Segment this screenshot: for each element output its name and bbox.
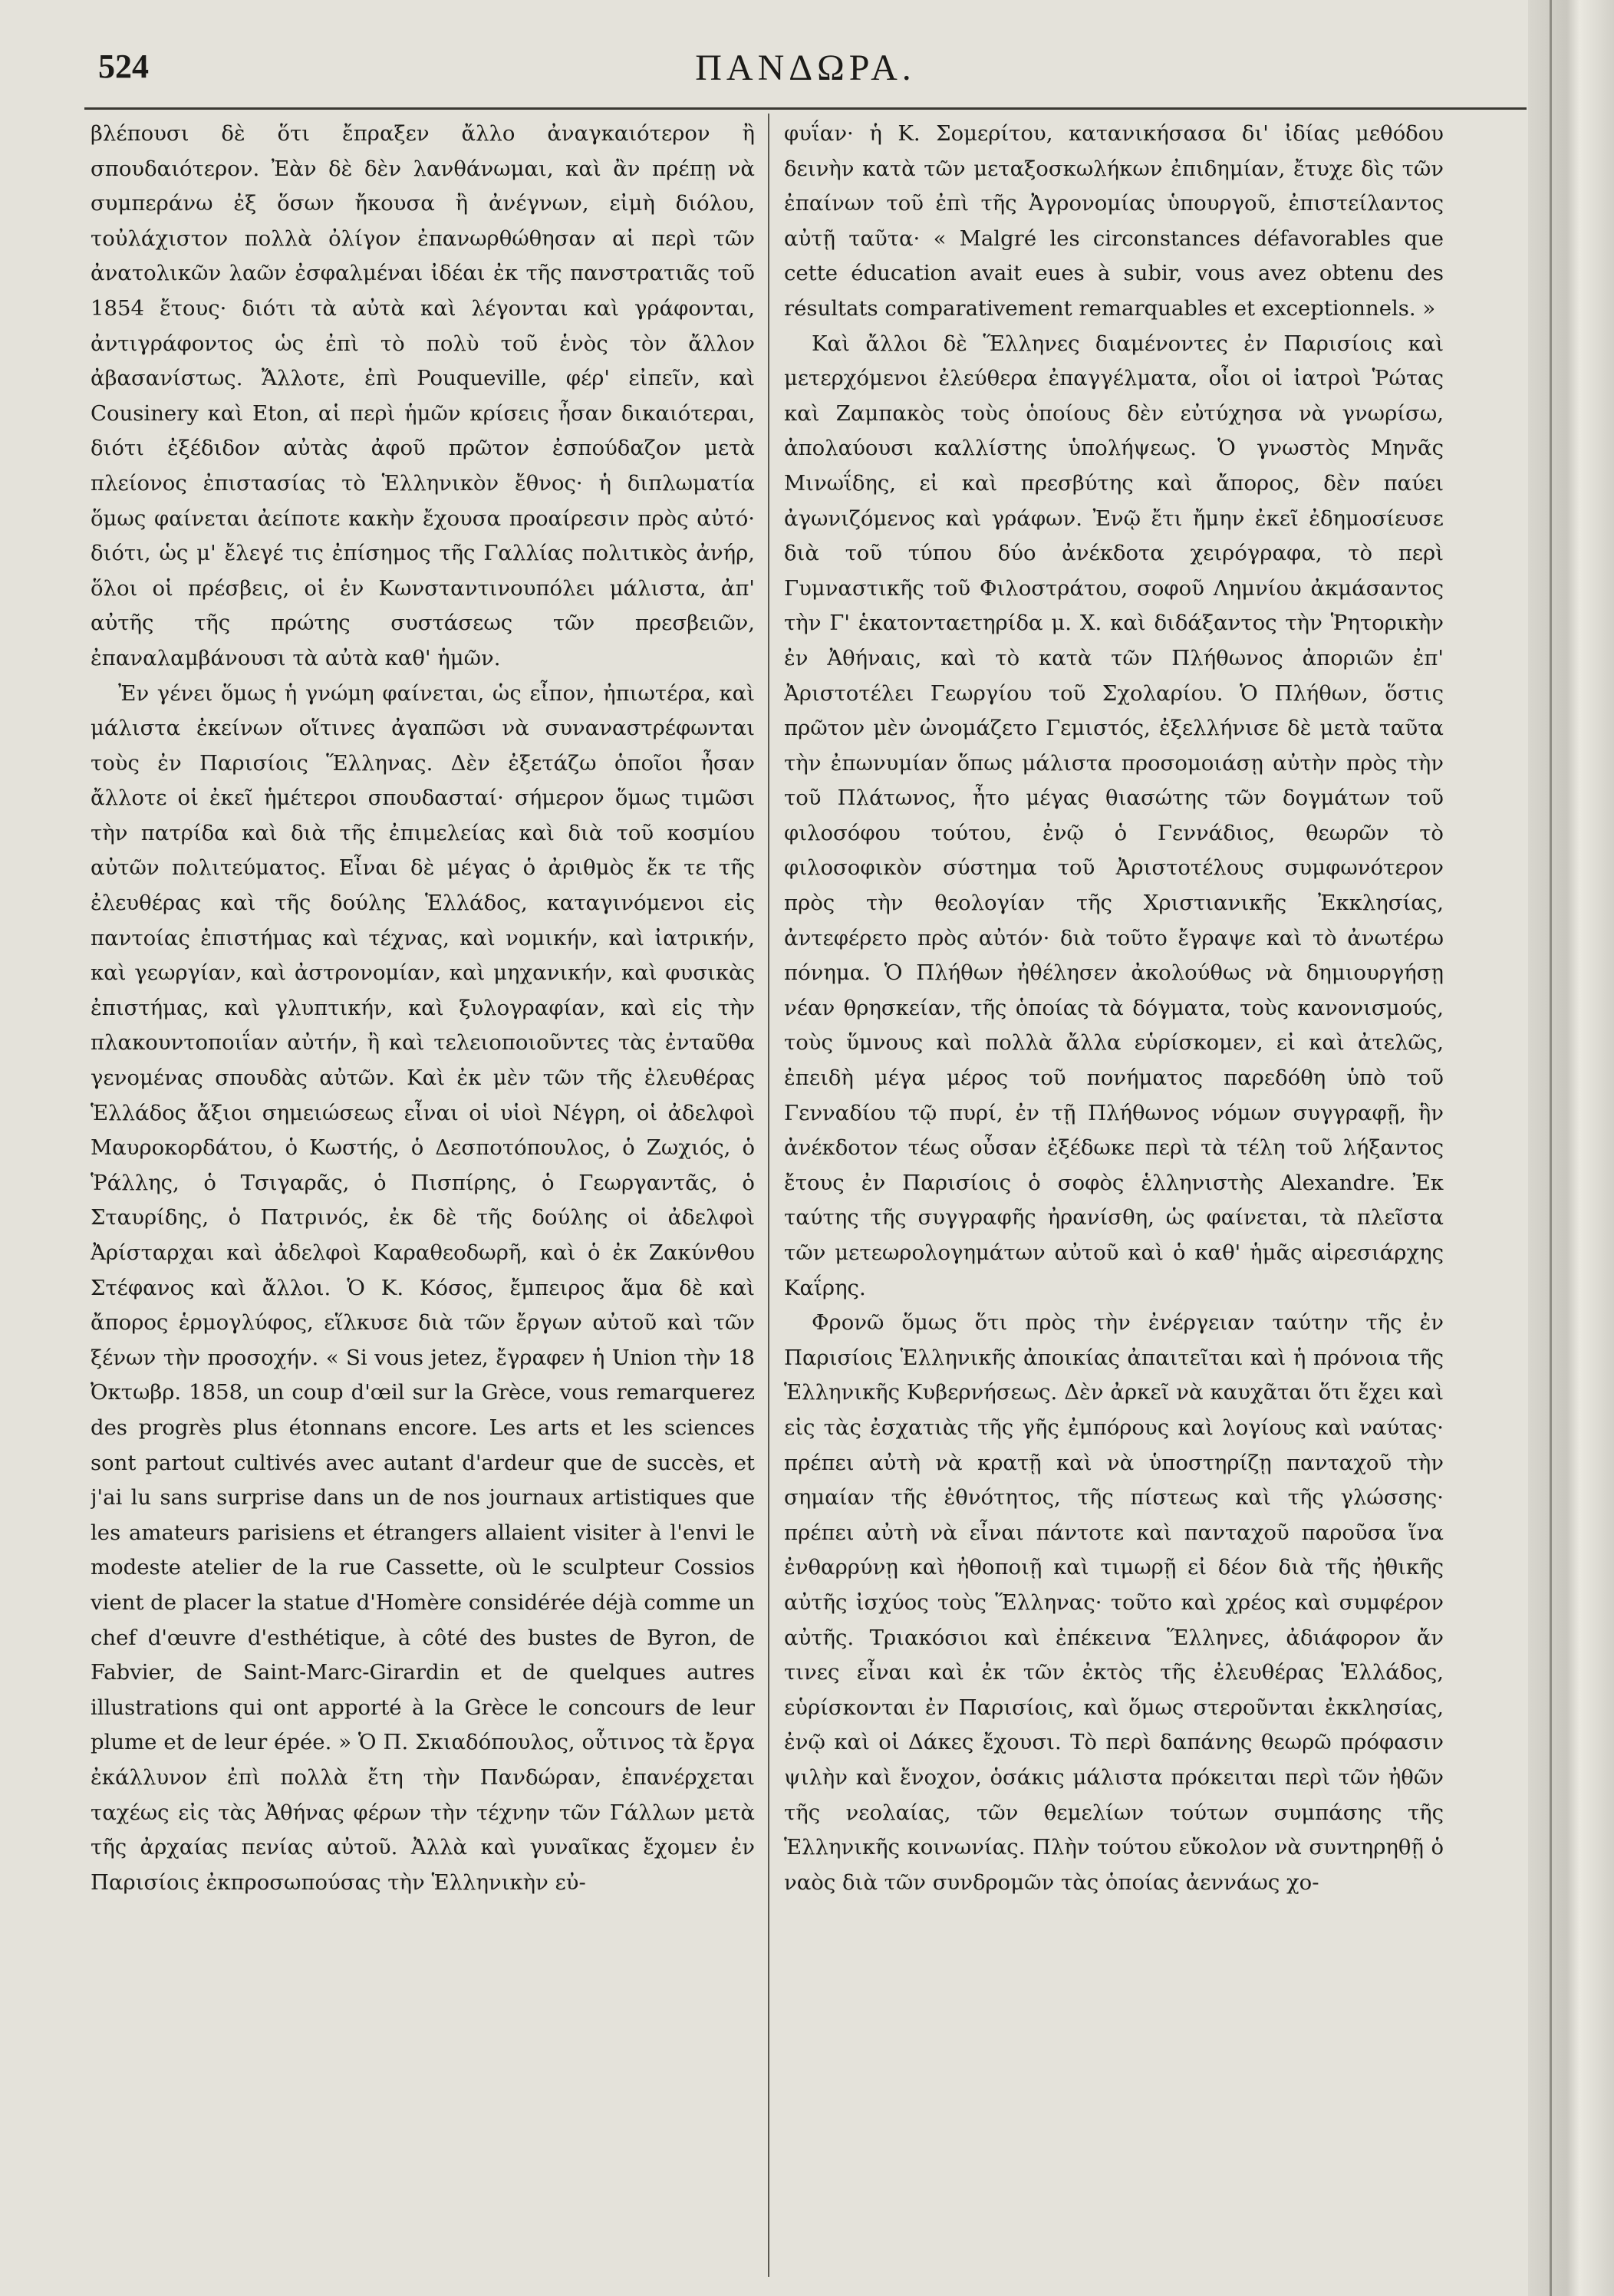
left-column (91, 117, 755, 2265)
page-header (84, 42, 1527, 96)
column-divider (768, 114, 769, 2277)
page-number: 524 (98, 48, 149, 85)
header-rule (84, 107, 1527, 110)
left-paragraph-1: βλέπουσι δὲ ὅτι ἔπραξεν ἄλλο ἀναγκαιότερον ἢ σπουδαιότερον. Ἐὰν δὲ δὲν λανθάνωμαι, καὶ ἂν πρέπῃ νὰ συμπεράνω ἐξ ὅσων ἤκουσα ἢ ἀνέγνων, εἰμὴ διόλου, τοὐλάχιστον πολλὰ ὀλίγον ἐπανωρθώθησαν αἱ περὶ τῶν ἀνατολικῶν λαῶν ἐσφαλμέναι ἰδέαι ἐκ τῆς πανστρατιᾶς τοῦ 1854 ἔτους· διότι τὰ αὐτὰ καὶ λέγονται καὶ γράφονται, ἀντιγράφοντος ὡς ἐπὶ τὸ πολὺ τοῦ ἑνὸς τὸν ἄλλον ἀβασανίστως. Ἄλλοτε, ἐπὶ Pouqueville, φέρ' εἰπεῖν, καὶ Cousinery καὶ Eton, αἱ περὶ ἡμῶν κρίσεις ἦσαν δικαιότεραι, διότι ἐξέδιδον αὐτὰς ἀφοῦ πρῶτον ἐσπούδαζον μετὰ πλείονος ἐπιστασίας τὸ Ἑλληνικὸν ἔθνος· ἡ διπλωματία ὅμως φαίνεται ἀείποτε κακὴν ἔχουσα προαίρεσιν πρὸς αὐτό· διότι, ὡς μ' ἔλεγέ τις ἐπίσημος τῆς Γαλλίας πολιτικὸς ἀνήρ, ὅλοι οἱ πρέσβεις, οἱ ἐν Κωνσταντινουπόλει μάλιστα, ἀπ' αὐτῆς τῆς πρώτης συστάσεως τῶν πρεσβειῶν, ἐπαναλαμβάνουσι τὰ αὐτὰ καθ' ἡμῶν. (91, 121, 755, 670)
left-paragraph-2: Ἐν γένει ὅμως ἡ γνώμη φαίνεται, ὡς εἶπον, ἠπιωτέρα, καὶ μάλιστα ἐκείνων οἵτινες ἀγαπῶσι νὰ συναναστρέφωνται τοὺς ἐν Παρισίοις Ἕλληνας. Δὲν ἐξετάζω ὁποῖοι ἦσαν ἄλλοτε οἱ ἐκεῖ ἡμέτεροι σπουδασταί· σήμερον ὅμως τιμῶσι τὴν πατρίδα καὶ διὰ τῆς ἐπιμελείας καὶ διὰ τοῦ κοσμίου αὐτῶν πολιτεύματος. Εἶναι δὲ μέγας ὁ ἀριθμὸς ἔκ τε τῆς ἐλευθέρας καὶ τῆς δούλης Ἑλλάδος, καταγινόμενοι εἰς παντοίας ἐπιστήμας καὶ τέχνας, καὶ νομικήν, καὶ ἰατρικήν, καὶ γεωργίαν, καὶ ἀστρονομίαν, καὶ μηχανικήν, καὶ φυσικὰς ἐπιστήμας, καὶ γλυπτικήν, καὶ ξυλογραφίαν, καὶ εἰς τὴν πλακουντοποιΐαν αὐτήν, ἢ καὶ τελειοποιοῦντες τὰς ἐνταῦθα γενομένας σπουδὰς αὐτῶν. Καὶ ἐκ μὲν τῶν τῆς ἐλευθέρας Ἑλλάδος ἄξιοι σημειώσεως εἶναι οἱ υἱοὶ Νέγρη, οἱ ἀδελφοὶ Μαυροκορδάτου, ὁ Κωστής, ὁ Δεσποτόπουλος, ὁ Ζωχιός, ὁ Ῥάλλης, ὁ Τσιγαρᾶς, ὁ Πισπίρης, ὁ Γεωργαντᾶς, ὁ Σταυρίδης, ὁ Πατρινός, ἐκ δὲ τῆς δούλης οἱ ἀδελφοὶ Ἀρίσταρχαι καὶ ἀδελφοὶ Καραθεοδωρῆ, καὶ ὁ ἐκ Ζακύνθου Στέφανος καὶ ἄλλοι. Ὁ Κ. Κόσος, ἔμπειρος ἅμα δὲ καὶ ἄπορος ἑρμογλύφος, εἵλκυσε διὰ τῶν ἔργων αὐτοῦ καὶ τῶν ξένων τὴν προσοχήν. « Si vous jetez, ἔγραφεν ἡ Union τὴν 18 Ὀκτωβρ. 1858, un coup d'œil sur la Grèce, vous remarquerez des progrès plus étonnans encore. Les arts et les sciences sont partout cultivés avec autant d'ardeur que de succès, et j'ai lu sans surprise dans un de nos journaux artistiques que les amateurs parisiens et étrangers allaient visiter à l'envi le modeste atelier de la rue Cassette, où le sculpteur Cossios vient de placer la statue d'Homère considérée déjà comme un chef d'œuvre d'esthétique, à côté des bustes de Byron, de Fabvier, de Saint-Marc-Girardin et de quelques autres illustrations qui ont apporté à la Grèce le concours de leur plume et de leur épée. » Ὁ Π. Σκιαδόπουλος, οὗτινος τὰ ἔργα ἐκάλλυνον ἐπὶ πολλὰ ἔτη τὴν Πανδώραν, ἐπανέρχεται ταχέως εἰς τὰς Ἀθήνας φέρων τὴν τέχνην τῶν Γάλλων μετὰ τῆς ἀρχαίας πενίας αὐτοῦ. Ἀλλὰ καὶ γυναῖκας ἔχομεν ἐν Παρισίοις ἐκπροσωπούσας τὴν Ἑλληνικὴν εὐ- (91, 680, 755, 1895)
book-binding-gutter (1528, 0, 1614, 2296)
running-title: ΠΑΝΔΩΡΑ. (695, 48, 916, 88)
right-paragraph-3: Φρονῶ ὅμως ὅτι πρὸς τὴν ἐνέργειαν ταύτην τῆς ἐν Παρισίοις Ἑλληνικῆς ἀποικίας ἀπαιτεῖται καὶ ἡ πρόνοια τῆς Ἑλληνικῆς Κυβερνήσεως. Δὲν ἀρκεῖ νὰ καυχᾶται ὅτι ἔχει καὶ εἰς τὰς ἐσχατιὰς τῆς γῆς ἐμπόρους καὶ λογίους καὶ ναύτας· πρέπει αὐτὴ νὰ κρατῇ καὶ νὰ ὑποστηρίζῃ πανταχοῦ τὴν σημαίαν τῆς ἐθνότητος, τῆς πίστεως καὶ τῆς γλώσσης· πρέπει αὐτὴ νὰ εἶναι πάντοτε καὶ πανταχοῦ παροῦσα ἵνα ἐνθαρρύνῃ καὶ ἠθοποιῇ καὶ τιμωρῇ εἰ δέον διὰ τῆς ἠθικῆς αὐτῆς ἰσχύος τοὺς Ἕλληνας· τοῦτο καὶ χρέος καὶ συμφέρον αὐτῆς. Τριακόσιοι καὶ ἐπέκεινα Ἕλληνες, ἀδιάφορον ἄν τινες εἶναι καὶ ἐκ τῶν ἐκτὸς τῆς ἐλευθέρας Ἑλλάδος, εὑρίσκονται ἐν Παρισίοις, καὶ ὅμως στεροῦνται ἐκκλησίας, ἐνῷ καὶ οἱ Δάκες ἔχουσι. Τὸ περὶ δαπάνης θεωρῶ πρόφασιν ψιλὴν καὶ ἔνοχον, ὁσάκις μάλιστα πρόκειται περὶ τῶν ἠθῶν τῆς νεολαίας, τῶν θεμελίων τούτων συμπάσης τῆς Ἑλληνικῆς κοινωνίας. Πλὴν τούτου εὔκολον νὰ συντηρηθῇ ὁ ναὸς διὰ τῶν συνδρομῶν τὰς ὁποίας ἀεννάως χο- (784, 1310, 1444, 1895)
right-column (784, 117, 1444, 2265)
right-paragraph-2: Καὶ ἄλλοι δὲ Ἕλληνες διαμένοντες ἐν Παρισίοις καὶ μετερχόμενοι ἐλεύθερα ἐπαγγέλματα, οἷοι οἱ ἰατροὶ Ῥώτας καὶ Ζαμπακὸς τοὺς ὁποίους δὲν εὐτύχησα νὰ γνωρίσω, ἀπολαύουσι καλλίστης ὑπολήψεως. Ὁ γνωστὸς Μηνᾶς Μινωΐδης, εἰ καὶ πρεσβύτης καὶ ἄπορος, δὲν παύει ἀγωνιζόμενος καὶ γράφων. Ἐνῷ ἔτι ἤμην ἐκεῖ ἐδημοσίευσε διὰ τοῦ τύπου δύο ἀνέκδοτα χειρόγραφα, τὸ περὶ Γυμναστικῆς τοῦ Φιλοστράτου, σοφοῦ Λημνίου ἀκμάσαντος τὴν Γ' ἑκατονταετηρίδα μ. Χ. καὶ διδάξαντος τὴν Ῥητορικὴν ἐν Ἀθήναις, καὶ τὸ κατὰ τῶν Πλήθωνος ἀποριῶν ἐπ' Ἀριστοτέλει Γεωργίου τοῦ Σχολαρίου. Ὁ Πλήθων, ὅστις πρῶτον μὲν ὠνομάζετο Γεμιστός, ἐξελλήνισε δὲ μετὰ ταῦτα τὴν ἐπωνυμίαν ὅπως μάλιστα προσομοιάσῃ αὐτὴν πρὸς τὴν τοῦ Πλάτωνος, ἦτο μέγας θιασώτης τῶν δογμάτων τοῦ φιλοσόφου τούτου, ἐνῷ ὁ Γεννάδιος, θεωρῶν τὸ φιλοσοφικὸν σύστημα τοῦ Ἀριστοτέλους συμφωνότερον πρὸς τὴν θεολογίαν τῆς Χριστιανικῆς Ἐκκλησίας, ἀντεφέρετο πρὸς αὐτόν· διὰ τοῦτο ἔγραψε καὶ τὸ ἀνωτέρω πόνημα. Ὁ Πλήθων ἠθέλησεν ἀκολούθως νὰ δημιουργήσῃ νέαν θρησκείαν, τῆς ὁποίας τὰ δόγματα, τοὺς κανονισμούς, τοὺς ὕμνους καὶ πολλὰ ἄλλα εὑρίσκομεν, εἰ καὶ ἀτελῶς, ἐπειδὴ μέγα μέρος τοῦ πονήματος παρεδόθη ὑπὸ τοῦ Γενναδίου τῷ πυρί, ἐν τῇ Πλήθωνος νόμων συγγραφῇ, ἣν ἀνέκδοτον τέως οὖσαν ἐξέδωκε περὶ τὰ τέλη τοῦ λήξαντος ἔτους ἐν Παρισίοις ὁ σοφὸς ἑλληνιστὴς Alexandre. Ἐκ ταύτης τῆς συγγραφῆς ἠρανίσθη, ὡς φαίνεται, τὰ πλεῖστα τῶν μετεωρολογημάτων αὐτοῦ καὶ ὁ καθ' ἡμᾶς αἱρεσιάρχης Καΐρης. (784, 331, 1444, 1300)
gutter-shadow-line (1550, 0, 1552, 2296)
right-paragraph-1: φυΐαν· ἡ Κ. Σομερίτου, κατανικήσασα δι' ἰδίας μεθόδου δεινὴν κατὰ τῶν μεταξοσκωλήκων ἐπιδημίαν, ἔτυχε δὶς τῶν ἐπαίνων τοῦ ἐπὶ τῆς Ἀγρονομίας ὑπουργοῦ, ἐπιστείλαντος αὐτῇ ταῦτα· « Malgré les circonstances défavorables que cette éducation avait eues à subir, vous avez obtenu des résultats comparativement remarquables et exceptionnels. » (784, 121, 1444, 321)
